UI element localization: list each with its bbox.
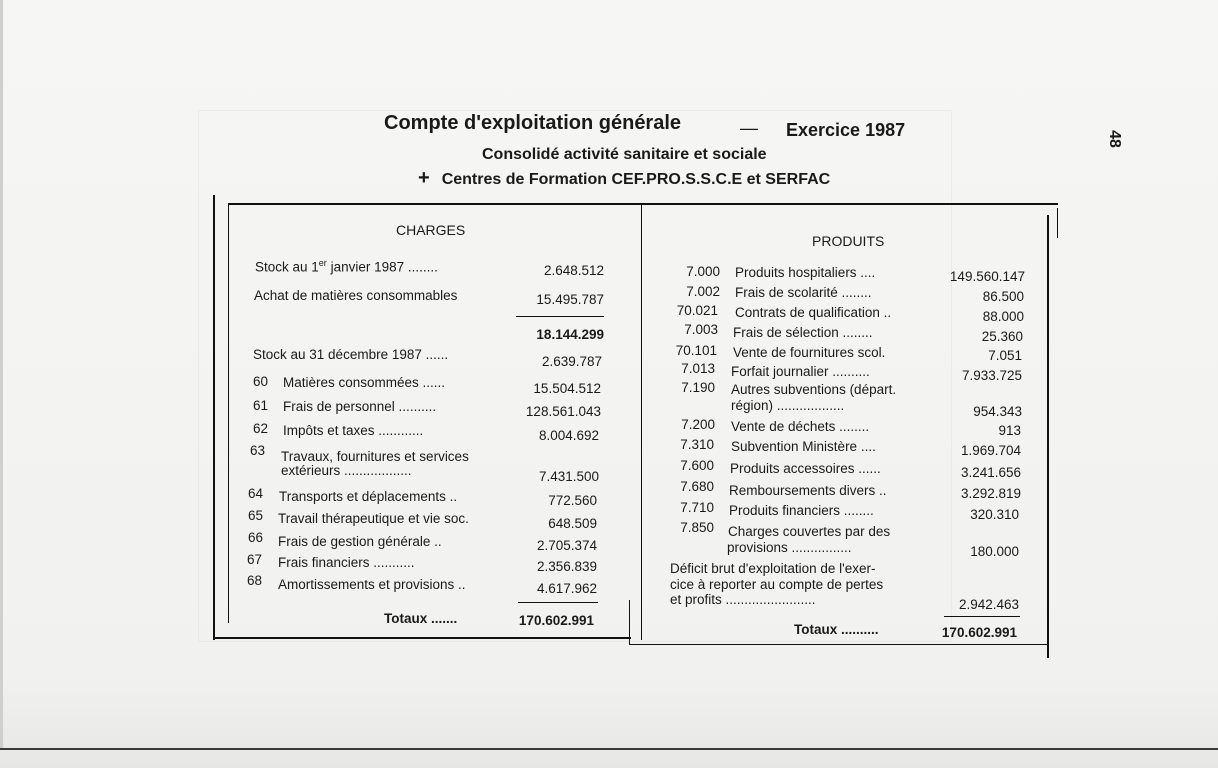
charge-label: Travaux, fournitures et services (281, 449, 469, 464)
charges-header: CHARGES (396, 222, 466, 238)
plus-sign: + (418, 167, 430, 189)
table-right-border-outer (1057, 208, 1058, 238)
charge-label: Matières consommées ...... (283, 375, 446, 390)
produit-amount: 320.310 (970, 507, 1019, 522)
charge-code: 64 (248, 486, 264, 501)
charge-amount: 15.504.512 (533, 381, 601, 396)
produits-total-label: Totaux .......... (794, 622, 879, 637)
produit-code: 7.710 (680, 500, 714, 515)
deficit-line-1: Déficit brut d'exploitation de l'exer- (670, 561, 876, 576)
charges-total-amount: 170.602.991 (518, 613, 594, 628)
deficit-amount: 2.942.463 (958, 597, 1019, 612)
charge-label: Amortissements et provisions .. (278, 577, 466, 592)
produit-code: 7.013 (681, 361, 715, 376)
produit-amount: 913 (998, 423, 1021, 438)
produit-label: Contrats de qualification .. (735, 305, 892, 320)
produit-code: 7.600 (680, 458, 714, 473)
produit-label: Frais de sélection ........ (733, 325, 873, 340)
title-dash: — (740, 118, 758, 138)
charge-amount: 2.356.839 (536, 559, 597, 574)
produit-label: Produits financiers ........ (729, 503, 874, 518)
produit-amount: 1.969.704 (960, 443, 1021, 458)
charge-amount: 2.705.374 (536, 538, 597, 553)
charges-total-rule (518, 602, 598, 603)
charge-amount: 772.560 (548, 493, 597, 508)
charge-code: 60 (253, 374, 269, 389)
charge-amount: 7.431.500 (538, 469, 599, 484)
produit-code: 70.101 (675, 343, 717, 358)
produit-amount: 7.051 (988, 348, 1022, 363)
stock-start-amount: 2.648.512 (543, 263, 604, 278)
deficit-line-3: et profits ........................ (670, 592, 816, 607)
charge-code: 62 (253, 421, 269, 436)
produit-code: 7.680 (680, 479, 714, 494)
report-subtitle-2 (418, 167, 830, 190)
page-bottom-edge (0, 748, 1218, 750)
produit-code: 7.002 (686, 284, 720, 299)
achat-label: Achat de matières consommables (254, 288, 458, 303)
table-top-border (228, 203, 1058, 205)
stock-start-label (255, 255, 438, 276)
charge-code: 67 (247, 552, 263, 567)
charge-label: Transports et déplacements .. (279, 489, 458, 504)
table-inner-left-border (228, 203, 229, 623)
produit-amount: 88.000 (982, 309, 1024, 324)
stock-start-label-pre: Stock au 1 (255, 259, 319, 275)
charge-code: 63 (250, 443, 266, 458)
table-bottom-border-right (629, 644, 1049, 645)
page-edge (0, 0, 3, 750)
produit-label: Vente de fournitures scol. (733, 345, 886, 360)
produit-label: Produits accessoires ...... (730, 461, 881, 476)
stock-end-amount: 2.639.787 (541, 354, 602, 369)
produit-code: 70.021 (676, 303, 718, 318)
produit-label: Forfait journalier .......... (731, 364, 870, 379)
charge-amount: 128.561.043 (525, 404, 601, 419)
produits-total-amount: 170.602.991 (941, 625, 1017, 640)
produit-amount: 954.343 (973, 404, 1022, 419)
produit-code: 7.000 (686, 264, 720, 279)
deficit-line-2: cice à reporter au compte de pertes (670, 577, 884, 592)
produit-amount: 86.500 (982, 289, 1024, 304)
stock-start-label-post: janvier 1987 ........ (326, 259, 438, 275)
charge-label: Frais de personnel .......... (283, 399, 437, 414)
produits-total-rule (944, 616, 1020, 617)
produits-header: PRODUITS (812, 233, 885, 249)
produit-amount: 3.292.819 (960, 486, 1021, 501)
produit-amount: 149.560.147 (949, 269, 1025, 284)
produit-label-cont: provisions ................ (727, 540, 852, 555)
produit-code: 7.003 (684, 322, 718, 337)
produit-code: 7.310 (680, 437, 714, 452)
table-right-border (1047, 215, 1049, 658)
charge-code: 61 (253, 398, 269, 413)
produit-label: Remboursements divers .. (729, 483, 887, 498)
charge-label: Travail thérapeutique et vie soc. (278, 511, 469, 526)
produit-label: Vente de déchets ........ (731, 419, 870, 434)
report-subtitle-1: Consolidé activité sanitaire et sociale (482, 146, 767, 163)
charge-code: 65 (248, 508, 264, 523)
produit-amount: 3.241.656 (960, 465, 1021, 480)
report-title: Compte d'exploitation générale (384, 112, 682, 134)
subtotal-rule (516, 316, 604, 317)
table-left-border (213, 195, 215, 640)
produit-label: Frais de scolarité ........ (735, 285, 872, 300)
produit-amount: 7.933.725 (961, 368, 1022, 383)
report-year: Exercice 1987 (786, 120, 906, 140)
charges-total-label: Totaux ....... (384, 611, 458, 626)
page-number: 48 (1105, 130, 1123, 148)
table-bottom-border (213, 637, 631, 639)
report-subtitle-2-text: Centres de Formation CEF.PRO.S.S.C.E et SERFAC (441, 171, 831, 188)
charge-code: 68 (247, 573, 263, 588)
charge-label: Frais de gestion générale .. (278, 534, 442, 549)
produit-label: Subvention Ministère .... (731, 439, 876, 454)
produit-code: 7.190 (681, 380, 715, 395)
produit-label: Produits hospitaliers .... (735, 265, 876, 280)
charge-label: Impôts et taxes ............ (283, 423, 424, 438)
charge-label: Frais financiers ........... (278, 555, 415, 570)
produit-label-cont: région) .................. (731, 398, 845, 413)
produit-label: Charges couvertes par des (728, 524, 891, 539)
stock-start-label-sup: er (318, 258, 327, 268)
charge-amount: 648.509 (548, 516, 597, 531)
table-center-divider (641, 205, 642, 640)
charge-label-cont: extérieurs .................. (281, 463, 412, 478)
produit-code: 7.200 (681, 417, 715, 432)
charge-code: 66 (248, 530, 264, 545)
stock-end-label: Stock au 31 décembre 1987 ...... (253, 347, 449, 362)
achat-amount: 15.495.787 (536, 292, 604, 307)
produit-amount: 180.000 (970, 544, 1019, 559)
subtotal-amount: 18.144.299 (536, 327, 604, 342)
produit-label: Autres subventions (départ. (731, 382, 897, 397)
charge-amount: 4.617.962 (536, 581, 597, 596)
produit-amount: 25.360 (981, 329, 1023, 344)
charge-amount: 8.004.692 (538, 428, 599, 443)
produit-code: 7.850 (680, 520, 714, 535)
